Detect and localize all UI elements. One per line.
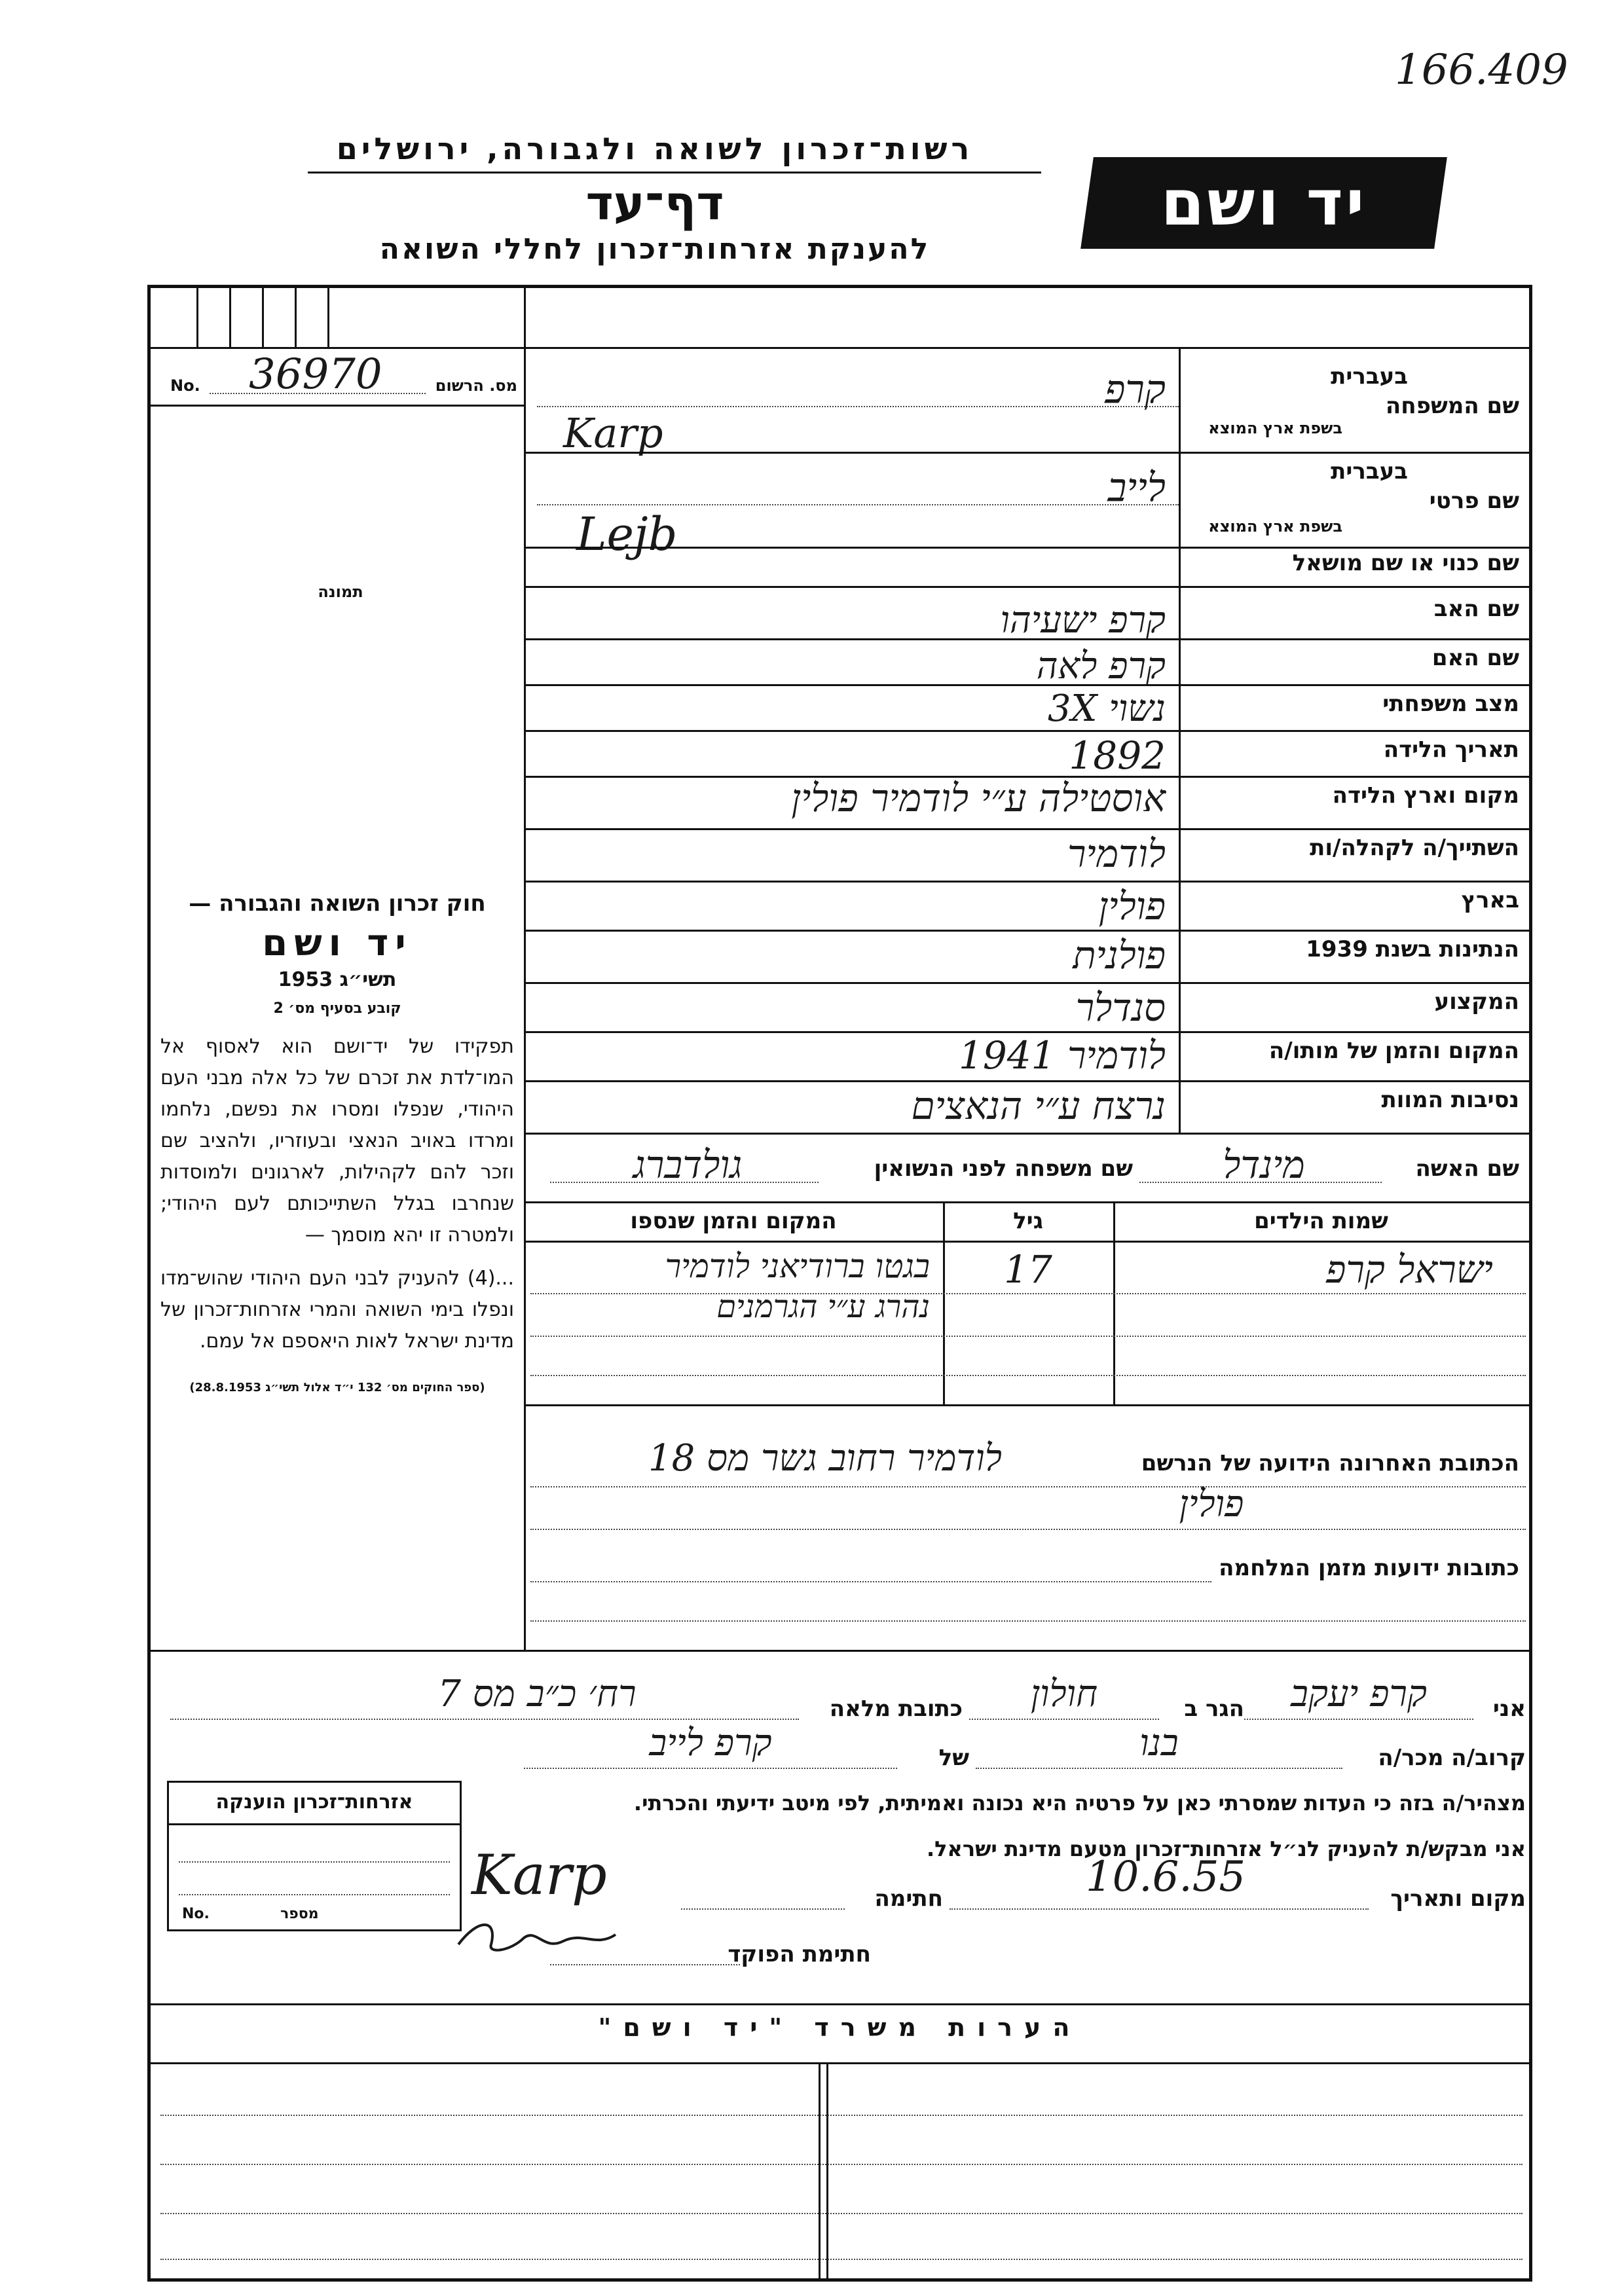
row-line bbox=[524, 684, 1529, 686]
row-line bbox=[524, 828, 1529, 830]
address-line bbox=[530, 1486, 1526, 1487]
statement-2: אני מבקש/ת להעניק לנ״ל אזרחות־זכרון מטעם מדינת ישראל. bbox=[927, 1836, 1526, 1861]
place-date-value: 10.6.55 bbox=[1085, 1853, 1246, 1901]
cell-divider bbox=[295, 288, 297, 347]
children-bottom-line bbox=[524, 1404, 1529, 1406]
granted-box-title: אזרחות־זכרון הוענקה bbox=[215, 1791, 413, 1813]
country-label: בארץ bbox=[1461, 887, 1519, 913]
children-header: שמות הילדים bbox=[1254, 1208, 1388, 1234]
signature-line bbox=[681, 1908, 845, 1910]
last-address-label: הכתובת האחרונה הידועה של הנרשם bbox=[1141, 1450, 1519, 1476]
row-line bbox=[524, 452, 1529, 454]
law-citation: (ספר החוקים מס׳ 132 י״ד אלול תשי״ג 28.8.1953) bbox=[189, 1381, 485, 1394]
nickname-label: שם כנוי או שם מושאל bbox=[1292, 550, 1519, 576]
child-place-2: נהרג ע״י הגרמנים bbox=[716, 1288, 930, 1325]
child-name: ישראל קרפ bbox=[1325, 1247, 1493, 1292]
cell-divider bbox=[229, 288, 231, 347]
row-line bbox=[524, 1201, 1529, 1203]
section-line bbox=[151, 1650, 1529, 1652]
last-address-value-2: פולין bbox=[1179, 1483, 1244, 1525]
row-line bbox=[524, 1080, 1529, 1082]
granted-box bbox=[167, 1781, 462, 1931]
row-line bbox=[524, 730, 1529, 732]
remarks-title: הערות משרד "יד ושם" bbox=[598, 2013, 1082, 2042]
remarks-top-line bbox=[151, 2003, 1529, 2005]
firstname-origin-sub: בשפת ארץ המוצא bbox=[1208, 517, 1342, 536]
address-line bbox=[530, 1529, 1526, 1530]
i-value: קרפ יעקב bbox=[1291, 1673, 1427, 1715]
address-label: כתובת מלאה bbox=[829, 1696, 963, 1722]
resides-label: הגר ב bbox=[1184, 1696, 1244, 1722]
surname-hebrew-sub: בעברית bbox=[1331, 363, 1408, 390]
granted-box-number-label: מספר bbox=[280, 1906, 319, 1922]
yad-vashem-logo bbox=[1080, 157, 1447, 249]
cause-value: נרצח ע״י הנאצים bbox=[911, 1084, 1166, 1128]
wife-value: מינדל bbox=[1223, 1142, 1305, 1187]
citizenship-label: הנתינות בשנת 1939 bbox=[1306, 936, 1519, 962]
row-line bbox=[537, 406, 1179, 407]
address-value: רח׳ כ״ב מס 7 bbox=[437, 1673, 637, 1715]
citizenship-value: פולנית bbox=[1073, 933, 1166, 977]
signature-label: חתימה bbox=[874, 1886, 943, 1912]
law-text-2: ...(4) להעניק לבני העם היהודי שהוש־מדו ונפלו בימי השואה והמרי אזרחות־זכרון של מדינת ישראל לאות היאספם אל עמם. bbox=[160, 1267, 514, 1353]
clerk-line bbox=[550, 1964, 740, 1965]
resides-line bbox=[969, 1719, 1159, 1720]
law-title: חוק זכרון השואה והגבורה — bbox=[189, 890, 486, 917]
firstname-label: שם פרטי bbox=[1429, 488, 1519, 514]
birthdate-label: תאריך הלידה bbox=[1383, 737, 1519, 763]
remarks-divider-2 bbox=[826, 2062, 828, 2278]
address-line bbox=[530, 1581, 1211, 1582]
place-date-label: מקום ותאריך bbox=[1390, 1886, 1526, 1912]
row-line bbox=[524, 1133, 1529, 1135]
birthplace-label: מקום וארץ הלידה bbox=[1332, 782, 1519, 809]
authority-line: רשות־זכרון לשואה ולגבורה, ירושלים bbox=[336, 131, 974, 166]
surname-latin-value: Karp bbox=[563, 409, 663, 457]
left-top-line bbox=[151, 347, 524, 349]
resides-value: חולון bbox=[1030, 1673, 1098, 1715]
child-place-header: המקום והזמן שנספו bbox=[630, 1208, 837, 1234]
row-line bbox=[537, 504, 1179, 505]
form-title: דף־עד bbox=[585, 175, 724, 230]
i-label: אני bbox=[1492, 1696, 1526, 1722]
maiden-label: שם משפחה לפני הנשואין bbox=[874, 1156, 1133, 1182]
statement-1: מצהיר/ה בזה כי העדות שמסרתי כאן על פרטיה היא נכונה ואמיתית, לפי מיטב ידיעתי והכרתי. bbox=[633, 1791, 1526, 1815]
firstname-latin-value: Lejb bbox=[576, 507, 678, 561]
maiden-value: גולדברג bbox=[633, 1142, 743, 1187]
cause-label: נסיבות המוות bbox=[1381, 1087, 1519, 1113]
address-line bbox=[530, 1620, 1526, 1622]
photo-label: תמונה bbox=[318, 583, 363, 601]
war-addresses-label: כתובות ידועות מזמן המלחמה bbox=[1219, 1555, 1519, 1581]
surname-label: שם המשפחה bbox=[1385, 393, 1519, 419]
children-row-line bbox=[530, 1375, 1526, 1376]
reg-number: 36970 bbox=[249, 350, 382, 399]
remarks-line bbox=[160, 2213, 1522, 2214]
firstname-hebrew-sub: בעברית bbox=[1331, 458, 1408, 484]
community-label: השתייך/ה לקהלה/ות bbox=[1310, 835, 1519, 861]
row-line bbox=[524, 982, 1529, 984]
signature-value: Karp bbox=[471, 1843, 607, 1907]
last-address-value: לודמיר רחוב גשר מס 18 bbox=[648, 1437, 1002, 1480]
remarks-line bbox=[160, 2259, 1522, 2260]
remarks-line bbox=[160, 2115, 1522, 2116]
mother-value: קרפ לאה bbox=[1036, 645, 1166, 687]
marital-label: מצב משפחתי bbox=[1382, 691, 1519, 717]
mother-label: שם האם bbox=[1431, 645, 1519, 671]
relative-line bbox=[976, 1768, 1342, 1769]
children-row-line bbox=[530, 1336, 1526, 1337]
age-header: גיל bbox=[1013, 1208, 1043, 1234]
law-name: יד ושם bbox=[262, 922, 413, 964]
cell-divider bbox=[196, 288, 198, 347]
granted-box-dots bbox=[179, 1894, 450, 1895]
law-year: תשי״ג 1953 bbox=[278, 968, 397, 991]
granted-box-line bbox=[169, 1823, 460, 1825]
i-line bbox=[1244, 1719, 1473, 1720]
wife-label: שם האשה bbox=[1415, 1156, 1519, 1182]
father-label: שם האב bbox=[1433, 596, 1519, 622]
left-panel-divider bbox=[524, 288, 526, 1650]
profession-value: סנדלר bbox=[1075, 985, 1166, 1030]
father-value: קרפ ישעיהו bbox=[1000, 599, 1166, 642]
community-value: לודמיר bbox=[1067, 831, 1166, 876]
granted-box-no: No. bbox=[182, 1906, 210, 1922]
remarks-line bbox=[160, 2164, 1522, 2165]
logo-text: יד ושם bbox=[1160, 166, 1367, 240]
child-age: 17 bbox=[1004, 1247, 1052, 1292]
law-section: קובע בסעיף מס׳ 2 bbox=[273, 1000, 401, 1017]
cell-divider bbox=[262, 288, 264, 347]
reg-label: מס. הרשום bbox=[435, 376, 517, 395]
relative-label: קרוב/ה מכר/ה bbox=[1378, 1745, 1526, 1771]
surname-hebrew-value: קרפ bbox=[1104, 367, 1166, 412]
children-row-line bbox=[530, 1293, 1526, 1294]
clerk-signature-mark bbox=[452, 1912, 622, 1964]
relative-value: בנו bbox=[1139, 1722, 1179, 1764]
remarks-header-line bbox=[151, 2062, 1529, 2064]
cell-divider bbox=[327, 288, 329, 347]
country-value: פולין bbox=[1098, 884, 1166, 928]
birthplace-value: אוסטילה ע״י לודמיר פולין bbox=[791, 776, 1166, 820]
profession-label: המקצוע bbox=[1434, 989, 1519, 1015]
law-text-1: תפקידו של יד־ושם הוא לאסוף אל המו־לדת את זכרם של כל אלה מבני העם היהודי, שנפלו ומסרו את נפשם, נלחמו ומרדו באויב הנאצי ובעוזריו, ולהציב שם וזכר להם לקהילות, לארגונים ולמוסדות שנחרבו בגלל השתייכותם לעם היהודי; ולמטרה זו יהא מוסמך — bbox=[160, 1035, 514, 1247]
of-value: קרפ לייב bbox=[649, 1722, 772, 1764]
right-top-line bbox=[524, 347, 1529, 349]
surname-origin-sub: בשפת ארץ המוצא bbox=[1208, 419, 1342, 437]
clerk-label: חתימת הפוקד bbox=[728, 1941, 871, 1967]
death-value: לודמיר 1941 bbox=[958, 1033, 1166, 1078]
row-line bbox=[524, 547, 1529, 549]
row-line bbox=[524, 881, 1529, 883]
child-place-1: בגטו ברודיאני לודמיר bbox=[665, 1247, 930, 1285]
law-block bbox=[160, 890, 514, 1394]
firstname-hebrew-value: לייב bbox=[1107, 465, 1166, 511]
archive-number: 166.409 bbox=[1395, 46, 1568, 94]
authority-underline bbox=[308, 172, 1041, 173]
row-line bbox=[524, 930, 1529, 932]
granted-box-dots bbox=[179, 1861, 450, 1863]
children-header-line bbox=[524, 1241, 1529, 1243]
birthdate-value: 1892 bbox=[1069, 733, 1166, 778]
row-line bbox=[524, 586, 1529, 588]
death-label: המקום והזמן של מותו/ה bbox=[1268, 1038, 1519, 1064]
form-subtitle: להענקת אזרחות־זכרון לחללי השואה bbox=[379, 232, 931, 266]
reg-line bbox=[151, 405, 524, 407]
of-label: של bbox=[938, 1745, 969, 1771]
place-date-line bbox=[950, 1908, 1369, 1910]
address-decl-line bbox=[170, 1719, 799, 1720]
no-label: No. bbox=[170, 376, 200, 395]
remarks-divider bbox=[819, 2062, 821, 2278]
row-line bbox=[524, 638, 1529, 640]
marital-value: נשוי 3X bbox=[1047, 687, 1166, 730]
label-column-divider bbox=[1179, 347, 1181, 1133]
of-line bbox=[524, 1768, 897, 1769]
